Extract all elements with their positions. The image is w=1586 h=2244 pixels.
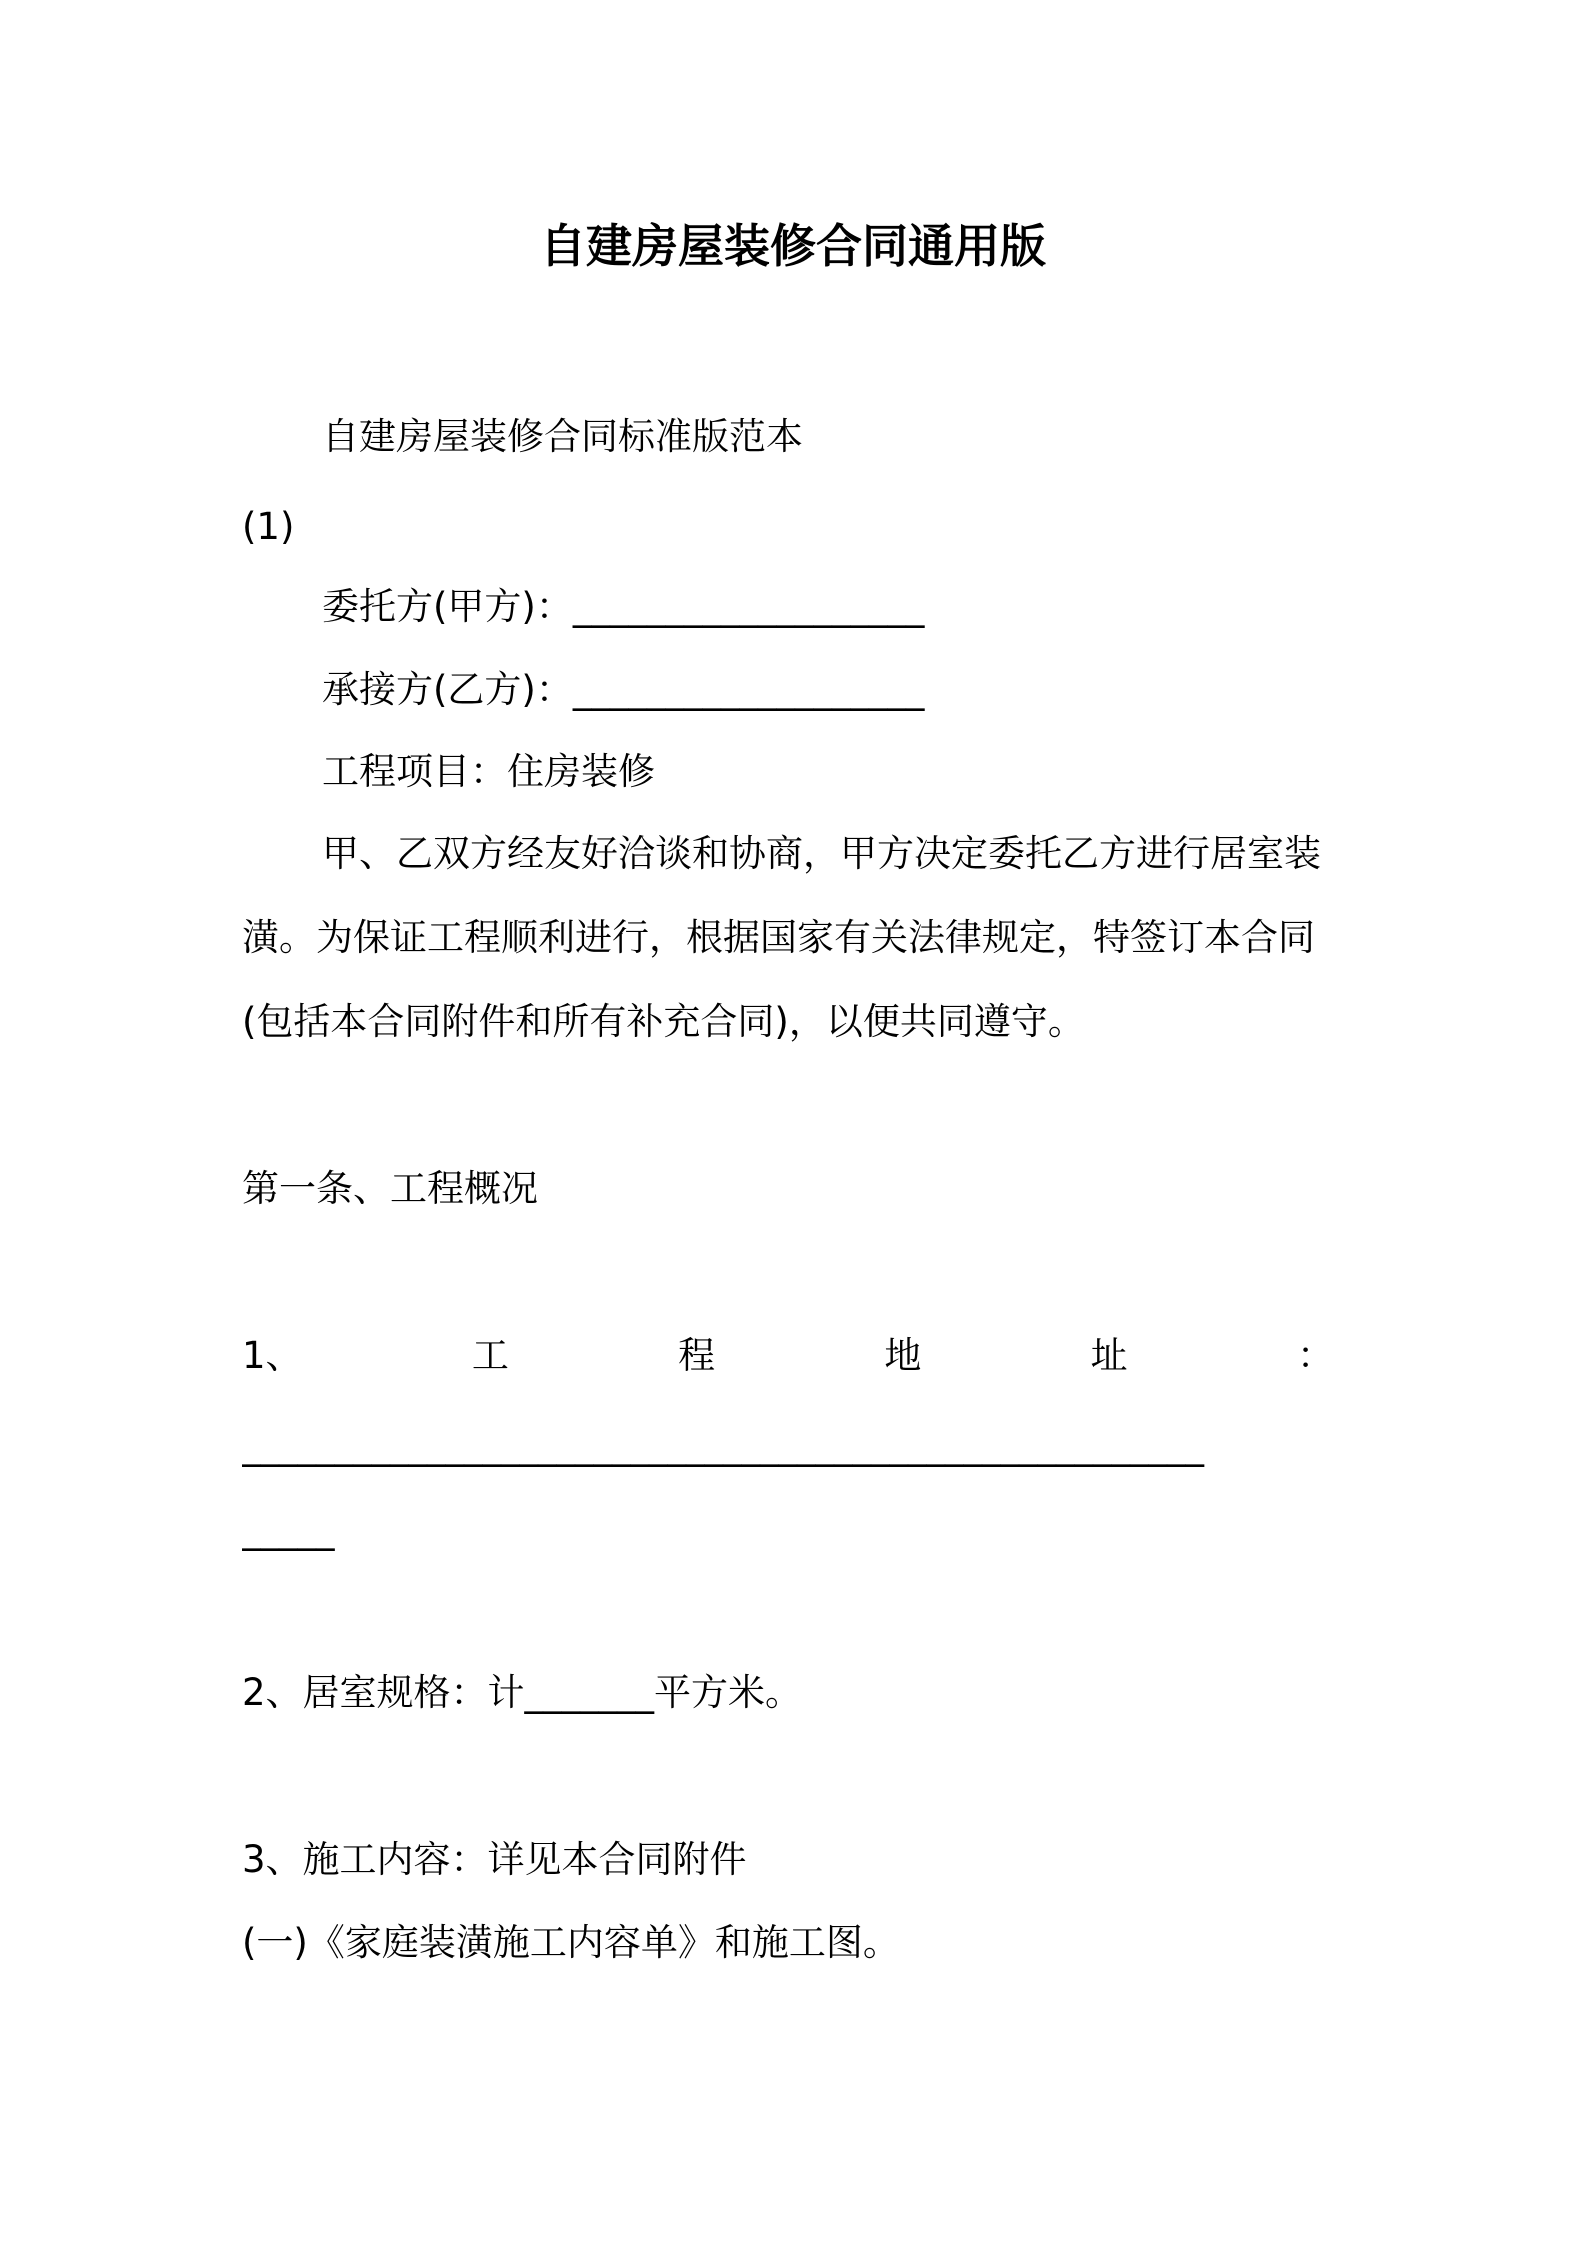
item-1-char-5: ：	[1296, 1334, 1334, 1377]
project-field: 工程项目：住房装修	[322, 750, 655, 793]
document-title: 自建房屋装修合同通用版	[540, 219, 1046, 273]
item-3-construction-content: 3、施工内容：详见本合同附件	[242, 1838, 747, 1881]
item-3-sub-clause: (一)《家庭装潢施工内容单》和施工图。	[242, 1921, 900, 1964]
address-blank-line-2: _____	[242, 1508, 335, 1551]
party-b-field: 承接方(乙方)：___________________	[322, 668, 925, 711]
item-1-char-1: 工	[471, 1334, 509, 1377]
document-subtitle: 自建房屋装修合同标准版范本	[322, 415, 803, 458]
item-1-number: 1、	[242, 1334, 303, 1377]
address-blank-line-1: ____________________________________________________	[242, 1424, 1204, 1467]
item-1-char-4: 址	[1090, 1334, 1128, 1377]
article-1-heading: 第一条、工程概况	[242, 1167, 538, 1210]
item-1-char-2: 程	[678, 1334, 716, 1377]
item-1-address-label	[242, 1331, 1334, 1381]
party-a-field: 委托方(甲方)：___________________	[322, 585, 925, 628]
section-number: (1)	[242, 505, 295, 548]
intro-paragraph: 甲、乙双方经友好洽谈和协商，甲方决定委托乙方进行居室装潢。为保证工程顺利进行，根据国家有关法律规定，特签订本合同(包括本合同附件和所有补充合同)，以便共同遵守。	[242, 832, 1321, 1043]
item-2-room-size: 2、居室规格：计_______平方米。	[242, 1671, 803, 1714]
item-1-char-3: 地	[884, 1334, 922, 1377]
